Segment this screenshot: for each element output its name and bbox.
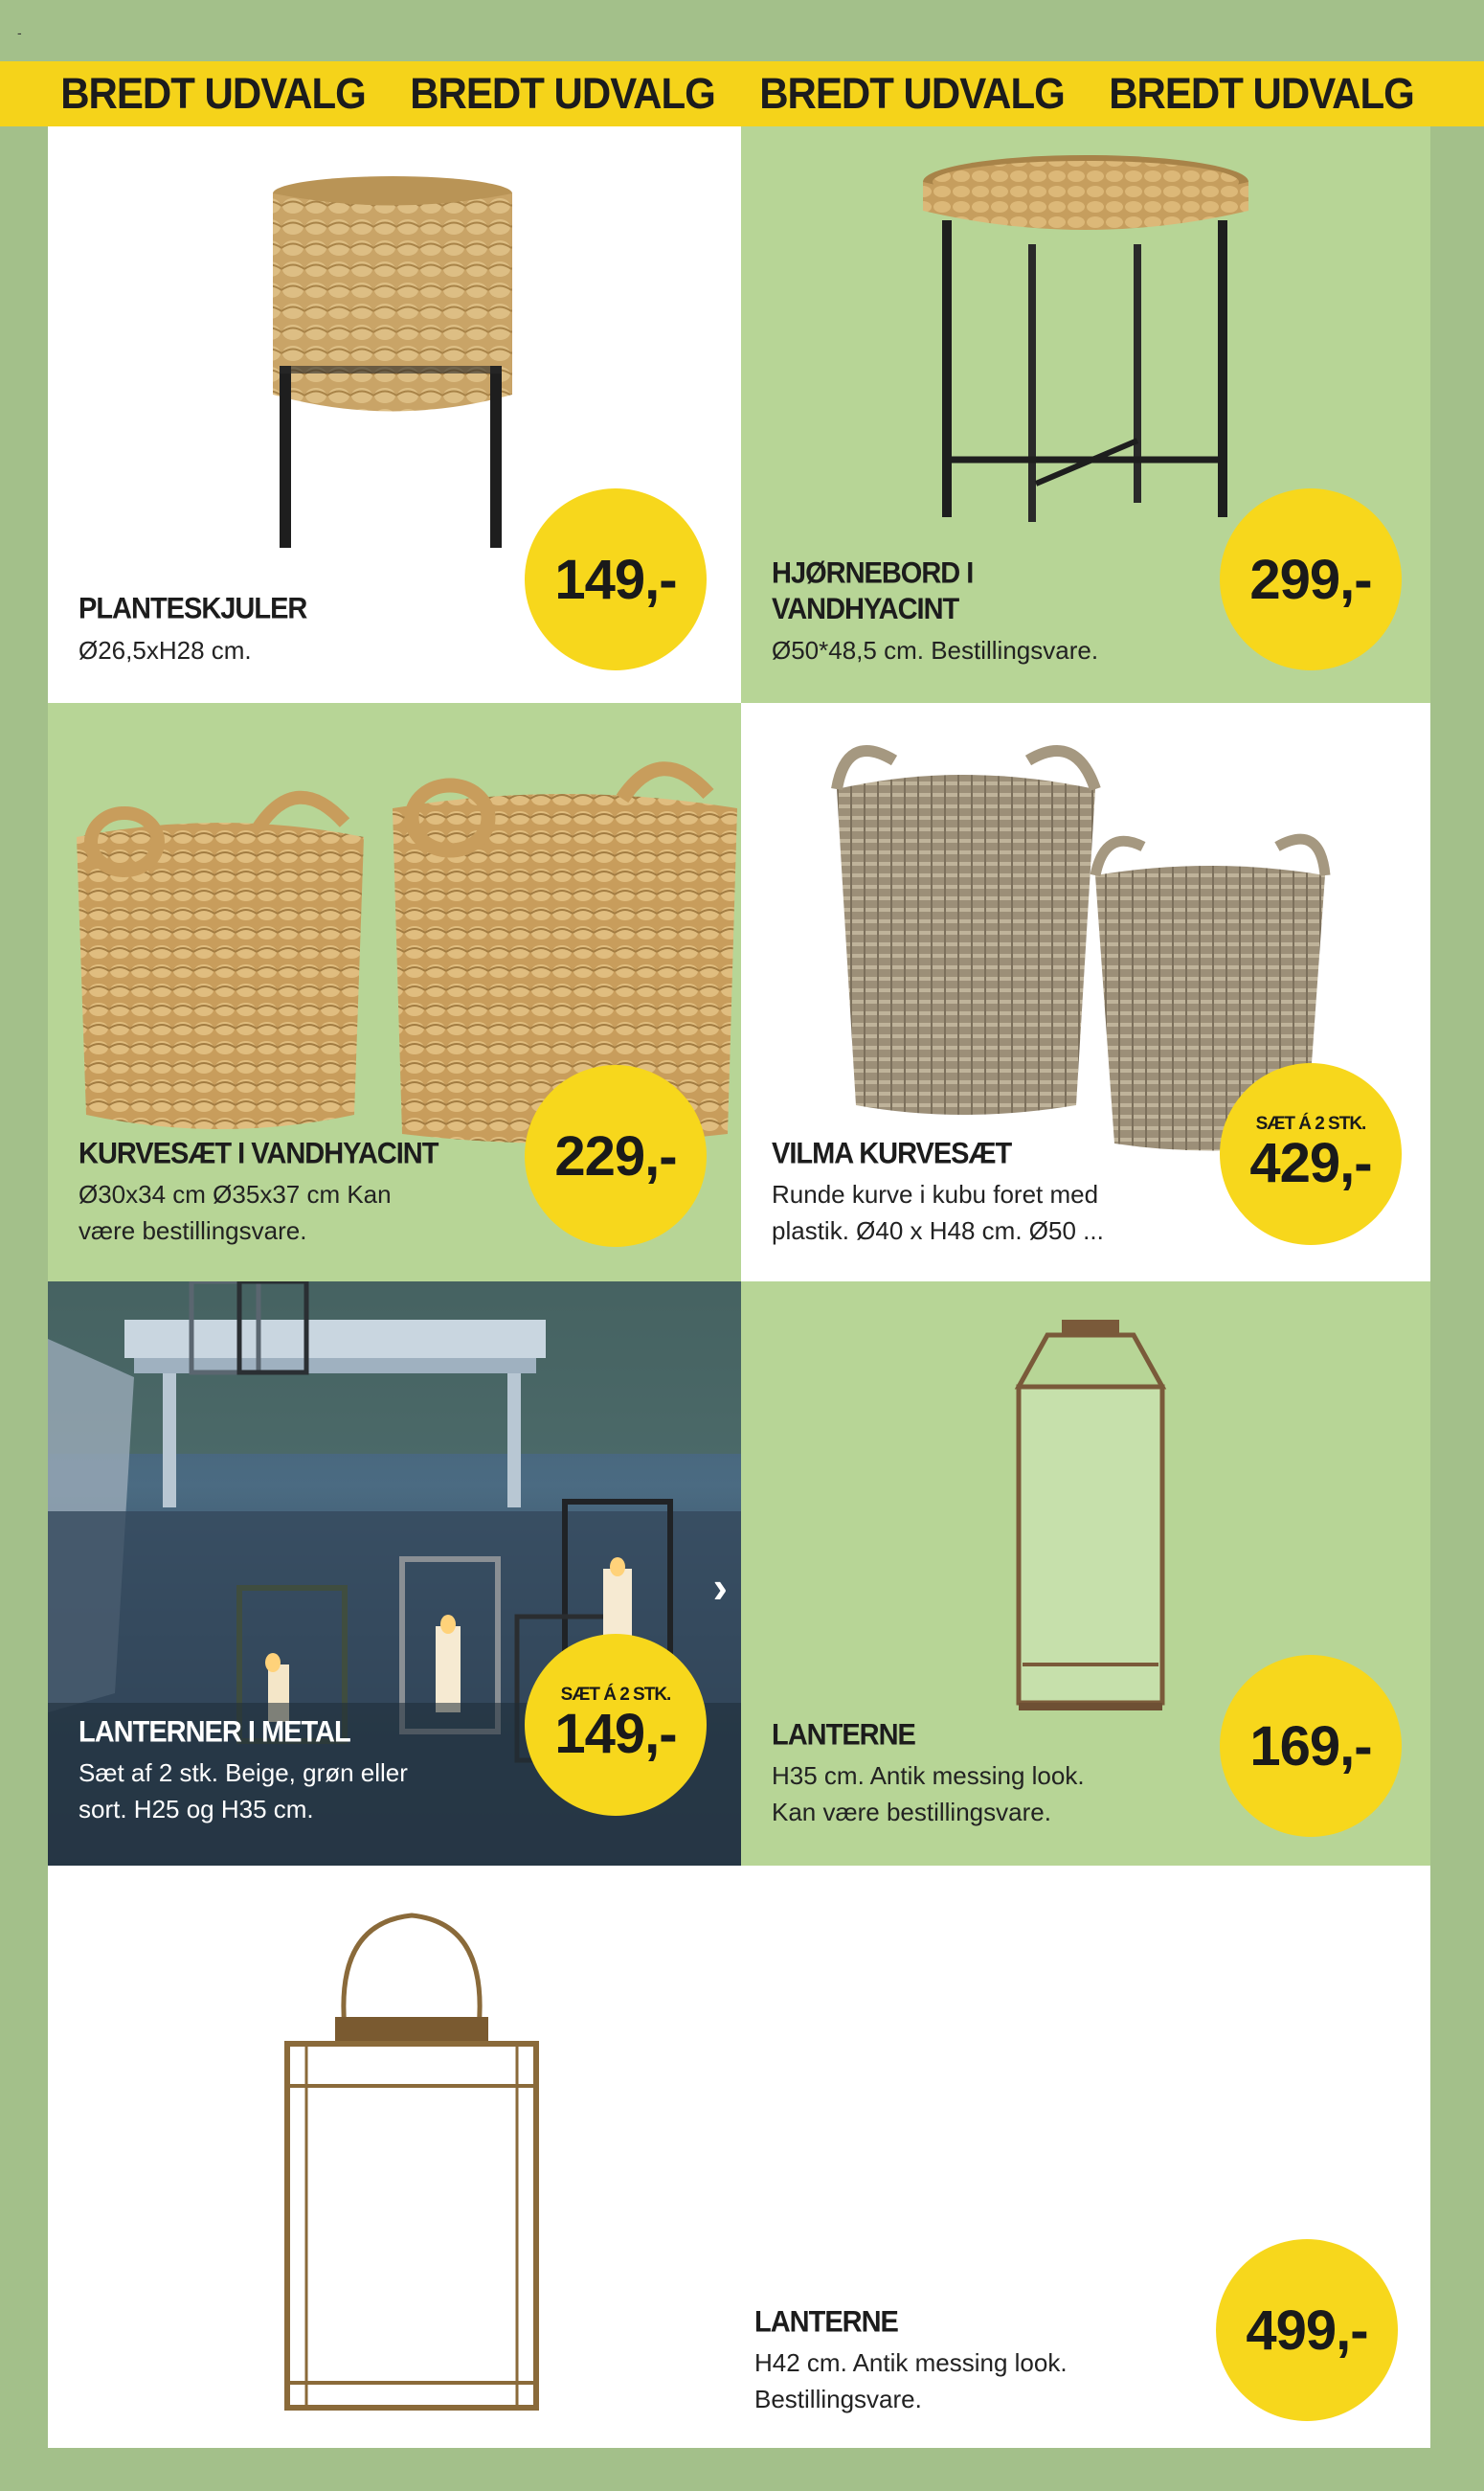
banner-text: BREDT UDVALG (410, 69, 715, 118)
price-value: 429,- (1249, 1131, 1372, 1194)
product-description: Runde kurve i kubu foret med plastik. Ø40 x H48 cm. Ø50 ... (772, 1180, 1104, 1245)
price-value: 149,- (554, 548, 677, 611)
side-table-image (913, 153, 1258, 536)
price-value: 499,- (1246, 2299, 1368, 2362)
price-badge (1220, 488, 1402, 670)
product-card-lanterne-h35[interactable] (741, 1281, 1430, 1866)
product-card-lanterne-h42[interactable] (48, 1866, 1430, 2448)
product-description: Ø50*48,5 cm. Bestillingsvare. (772, 636, 1099, 665)
product-card-hjornebord[interactable] (741, 126, 1430, 703)
product-description: H42 cm. Antik messing look. Bestillingsvare. (754, 2348, 1068, 2413)
price-badge (1220, 1655, 1402, 1837)
product-card-kurvesaet-vandhyacint[interactable] (48, 703, 741, 1281)
price-value: 149,- (554, 1702, 677, 1765)
product-description: Ø30x34 cm Ø35x37 cm Kan være bestillingsvare. (79, 1180, 392, 1245)
product-card-vilma-kurvesaet[interactable] (741, 703, 1430, 1281)
price-badge (525, 1065, 707, 1247)
banner-text: BREDT UDVALG (759, 69, 1065, 118)
price-value: 169,- (1249, 1714, 1372, 1778)
product-title: LANTERNER I METAL (79, 1715, 350, 1750)
banner-bredt-udvalg (0, 61, 1484, 126)
price-badge (525, 488, 707, 670)
product-title: LANTERNE (754, 2305, 898, 2340)
product-title: LANTERNE (772, 1718, 915, 1753)
price-value: 229,- (554, 1124, 677, 1188)
banner-text: BREDT UDVALG (1109, 69, 1414, 118)
product-description: H35 cm. Antik messing look. Kan være bestillingsvare. (772, 1761, 1085, 1826)
planter-basket-image (259, 174, 527, 557)
price-badge (525, 1634, 707, 1816)
brass-lantern-image (1009, 1320, 1172, 1712)
product-card-planteskjuler[interactable] (48, 126, 741, 703)
product-title: HJØRNEBORD I VANDHYACINT (772, 556, 974, 626)
banner-text: BREDT UDVALG (60, 69, 366, 118)
price-badge (1216, 2239, 1398, 2421)
top-mark: - (17, 25, 22, 40)
chevron-right-icon[interactable]: › (712, 1562, 728, 1612)
brass-lantern-large-image (278, 1904, 546, 2421)
product-title: KURVESÆT I VANDHYACINT (79, 1137, 438, 1171)
price-badge (1220, 1063, 1402, 1245)
product-description: Ø26,5xH28 cm. (79, 636, 252, 665)
product-title: VILMA KURVESÆT (772, 1137, 1012, 1171)
top-bar (0, 10, 1434, 61)
set-note: SÆT Á 2 STK. (1255, 1113, 1366, 1134)
price-value: 299,- (1249, 548, 1372, 611)
product-description: Sæt af 2 stk. Beige, grøn eller sort. H25 og H35 cm. (79, 1758, 408, 1823)
product-card-lanterner-metal[interactable] (48, 1281, 741, 1866)
product-title: PLANTESKJULER (79, 592, 307, 626)
set-note: SÆT Á 2 STK. (560, 1684, 671, 1705)
